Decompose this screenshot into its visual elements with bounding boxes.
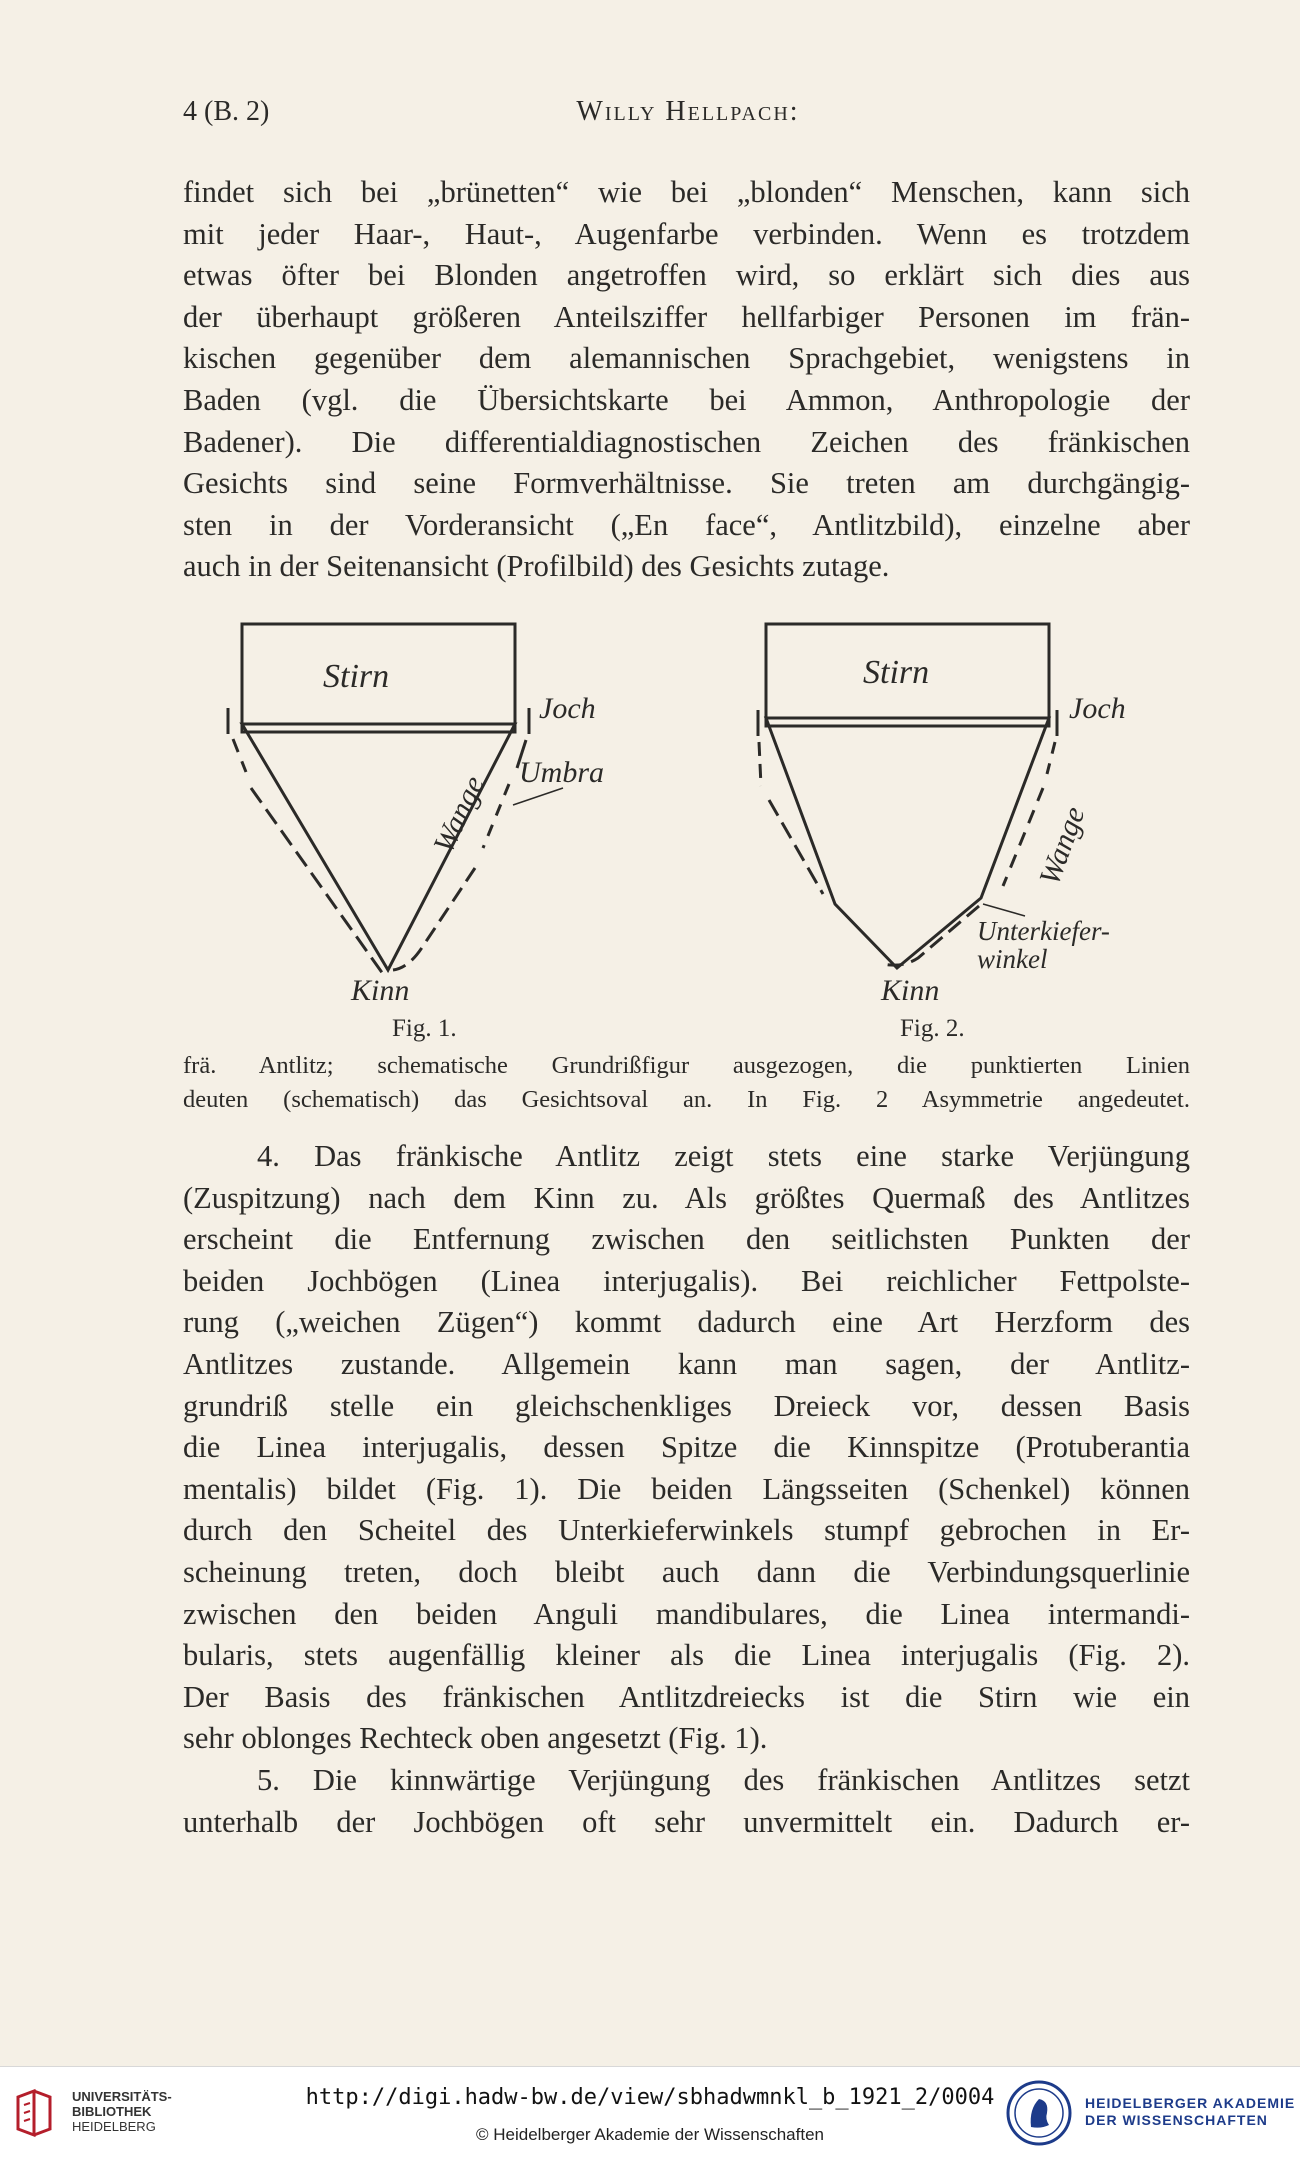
fig2-label-winkel: winkel <box>977 944 1048 974</box>
ub-line: BIBLIOTHEK <box>72 2104 152 2119</box>
permalink-url[interactable]: http://digi.hadw-bw.de/view/sbhadwmnkl_b_1921_2/0004 <box>305 2085 995 2110</box>
text-line: Baden (vgl. die Übersichtskarte bei Ammon, Anthropologie der <box>183 382 1190 417</box>
fig2-left-outline <box>759 742 761 786</box>
fig1-label-kinn: Kinn <box>351 974 410 1007</box>
text-line: beiden Jochbögen (Linea interjugalis). Bei reichlicher Fettpolste- <box>183 1263 1190 1298</box>
text-line: sten in der Vorderansicht („En face“, Antlitzbild), einzelne aber <box>183 507 1190 542</box>
text-line: (Zuspitzung) nach dem Kinn zu. Als größtes Quermaß des Antlitzes <box>183 1180 1190 1215</box>
text-line: kischen gegenüber dem alemannischen Sprachgebiet, wenigstens in <box>183 341 1190 376</box>
text-line: zwischen den beiden Anguli mandibulares, die Linea intermandi- <box>183 1596 1190 1631</box>
text-line: Antlitzes zustande. Allgemein kann man sagen, der Antlitz- <box>183 1346 1190 1381</box>
text-line: der überhaupt größeren Anteilsziffer hellfarbiger Personen im frän- <box>183 299 1190 334</box>
fig1-caption-label: Fig. 1. <box>392 1015 457 1042</box>
fig2-label-joch: Joch <box>1069 692 1126 725</box>
fig2-angle-pointer <box>983 904 1025 916</box>
academy-line: DER WISSENSCHAFTEN <box>1085 2112 1268 2128</box>
text-line: mit jeder Haar-, Haut-, Augenfarbe verbinden. Wenn es trotzdem <box>183 216 1190 251</box>
ub-line: HEIDELBERG <box>72 2119 156 2134</box>
text-line: auch in der Seitenansicht (Profilbild) des Gesichts zutage. <box>183 549 890 584</box>
fig2-label-wange: Wange <box>1033 802 1092 890</box>
fig1-face-triangle <box>242 724 515 970</box>
text-line: rung („weichen Zügen“) kommt dadurch eine Art Herzform des <box>183 1305 1190 1340</box>
fig1-label-umbra: Umbra <box>519 756 605 789</box>
text-line: findet sich bei „brünetten“ wie bei „blonden“ Menschen, kann sich <box>183 175 1190 209</box>
text-line: 4. Das fränkische Antlitz zeigt stets eine starke Verjüngung <box>257 1139 1190 1173</box>
fig2-label-stirn: Stirn <box>863 654 930 691</box>
fig1-left-outline <box>251 788 383 974</box>
paragraph-1 <box>183 172 1190 588</box>
copyright-notice: © Heidelberger Akademie der Wissenschaften <box>476 2125 824 2144</box>
text-line: scheinung treten, doch bleibt auch dann die Verbindungsquerlinie <box>183 1554 1190 1589</box>
paragraph-3 <box>183 1760 1190 1843</box>
caption-line: deuten (schematisch) das Gesichtsoval an. In Fig. 2 Asymmetrie angedeutet. <box>183 1086 1190 1113</box>
fig2-label-kinn: Kinn <box>881 974 940 1007</box>
academy-seal-logo-icon[interactable] <box>1005 2079 1073 2147</box>
ub-line: UNIVERSITÄTS- <box>72 2089 172 2104</box>
caption-line: frä. Antlitz; schematische Grundrißfigur ausgezogen, die punktierten Linien <box>183 1052 1190 1079</box>
running-head-author: Willy Hellpach: <box>576 96 800 127</box>
fig1-umbra-pointer <box>513 788 563 805</box>
figure-1-drawing <box>228 624 563 974</box>
fig1-label-joch: Joch <box>539 692 596 725</box>
fig1-label-stirn: Stirn <box>323 658 390 695</box>
text-line: erscheint die Entfernung zwischen den seitlichsten Punkten der <box>183 1222 1190 1257</box>
text-line: grundriß stelle ein gleichschenkliges Dreieck vor, dessen Basis <box>183 1388 1190 1423</box>
running-header <box>183 96 1193 136</box>
text-line: die Linea interjugalis, dessen Spitze die Kinnspitze (Protuberantia <box>183 1430 1190 1465</box>
text-line: mentalis) bildet (Fig. 1). Die beiden Längsseiten (Schenkel) können <box>183 1471 1190 1506</box>
text-line: 5. Die kinnwärtige Verjüngung des fränkischen Antlitzes setzt <box>257 1763 1190 1797</box>
text-line: etwas öfter bei Blonden angetroffen wird, so erklärt sich dies aus <box>183 258 1190 293</box>
fig1-label-wange: Wange <box>427 770 491 858</box>
fig1-left-outline <box>233 739 246 772</box>
text-line: unterhalb der Jochbögen oft sehr unvermittelt ein. Dadurch er- <box>183 1804 1190 1839</box>
page-number: 4 (B. 2) <box>183 96 270 127</box>
academy-line: HEIDELBERGER AKADEMIE <box>1085 2095 1296 2111</box>
text-line: durch den Scheitel des Unterkieferwinkels stumpf gebrochen in Er- <box>183 1513 1190 1548</box>
text-line: Gesichts sind seine Formverhältnisse. Sie treten am durchgängig- <box>183 466 1190 501</box>
figure-caption <box>183 1049 1190 1117</box>
text-line: Der Basis des fränkischen Antlitzdreiecks ist die Stirn wie ein <box>183 1679 1190 1714</box>
text-line: bularis, stets augenfällig kleiner als die Linea interjugalis (Fig. 2). <box>183 1638 1190 1673</box>
viewer-footer <box>0 2066 1300 2160</box>
text-line: sehr oblonges Rechteck oben angesetzt (Fig. 1). <box>183 1721 768 1756</box>
figure-diagrams <box>183 616 1193 1036</box>
fig2-right-outline <box>1047 742 1055 774</box>
academy-name[interactable] <box>1085 2095 1295 2129</box>
text-line: Badener). Die differentialdiagnostischen Zeichen des fränkischen <box>183 424 1190 459</box>
fig2-label-unterkiefer: Unterkiefer- <box>977 916 1110 946</box>
paragraph-2 <box>183 1136 1190 1760</box>
fig2-right-outline <box>883 906 979 965</box>
fig2-caption-label: Fig. 2. <box>900 1015 965 1042</box>
